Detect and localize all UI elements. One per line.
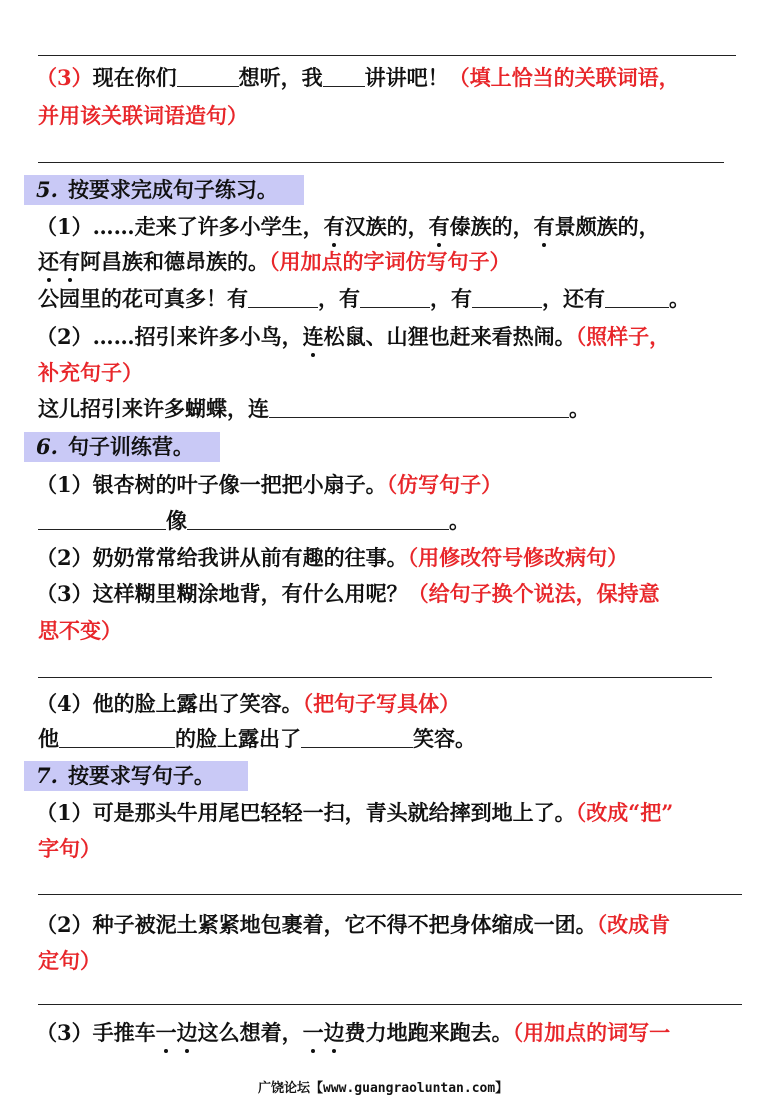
s5-fill-line: 公园里的花可真多！有 ，有 ，有 ，还有 。 (38, 286, 690, 311)
fill-blank[interactable] (269, 397, 569, 418)
s7-q1-line: （1）可是那头牛用尾巴轻轻一扫，青头就给摔到地上了。（改成“把” (36, 800, 674, 825)
fill-blank[interactable] (248, 287, 318, 308)
s7-q2-instruction: 定句） (38, 948, 101, 973)
s6-q1-fill: 像 。 (38, 507, 470, 535)
s5-q2-line: （2）……招引来许多小鸟，连松鼠、山狸也赶来看热闹。（照样子， (36, 324, 671, 349)
s5-q2-fill: 这儿招引来许多蝴蝶，连 。 (38, 396, 590, 421)
s6-q3-line: （3）这样糊里糊涂地背，有什么用呢？（给句子换个说法，保持意 (36, 581, 660, 606)
fill-blank[interactable] (323, 66, 365, 87)
section-6-header: 6. 句子训练营。 (24, 432, 220, 462)
q3-line: （3）现在你们 想听，我 讲讲吧！（填上恰当的关联词语， (36, 65, 680, 90)
s7-q2-line: （2）种子被泥土紧紧地包裹着，它不得不把身体缩成一团。（改成肯 (36, 912, 671, 937)
s6-q3-instruction: 思不变） (38, 618, 122, 643)
s5-q1-line2: 还有阿昌族和德昂族的。（用加点的字词仿写句子） (38, 249, 511, 274)
fill-blank[interactable] (472, 287, 542, 308)
fill-blank[interactable] (605, 287, 669, 308)
q3-instruction: 并用该关联词语造句） (38, 103, 248, 128)
section-5-header: 5. 按要求完成句子练习。 (24, 175, 304, 205)
answer-line (38, 894, 742, 895)
fill-blank[interactable] (301, 727, 413, 748)
answer-line (38, 677, 712, 678)
s7-q1-instruction: 字句） (38, 836, 101, 861)
fill-blank[interactable] (59, 727, 175, 748)
answer-line (38, 1004, 742, 1005)
footer-site-credit: 广饶论坛【www.guangraoluntan.com】 (258, 1081, 509, 1096)
s6-q4-fill: 他 的脸上露出了 笑容。 (38, 726, 476, 751)
s5-q1-line1: （1）……走来了许多小学生，有汉族的，有傣族的，有景颇族的， (36, 214, 660, 239)
fill-blank[interactable] (177, 66, 239, 87)
s6-q4-line: （4）他的脸上露出了笑容。（把句子写具体） (36, 691, 461, 716)
answer-line (38, 162, 724, 163)
s5-q2-instruction: 补充句子） (38, 360, 143, 385)
s6-q1-line: （1）银杏树的叶子像一把把小扇子。（仿写句子） (36, 472, 503, 497)
section-7-header: 7. 按要求写句子。 (24, 761, 248, 791)
fill-blank[interactable] (360, 287, 430, 308)
answer-line (38, 55, 736, 56)
s6-q2-line: （2）奶奶常常给我讲从前有趣的往事。（用修改符号修改病句） (36, 545, 629, 570)
s7-q3-line: （3）手推车一边这么想着，一边费力地跑来跑去。（用加点的词写一 (36, 1020, 671, 1045)
fill-blank[interactable] (38, 509, 166, 530)
fill-blank[interactable] (187, 509, 449, 530)
